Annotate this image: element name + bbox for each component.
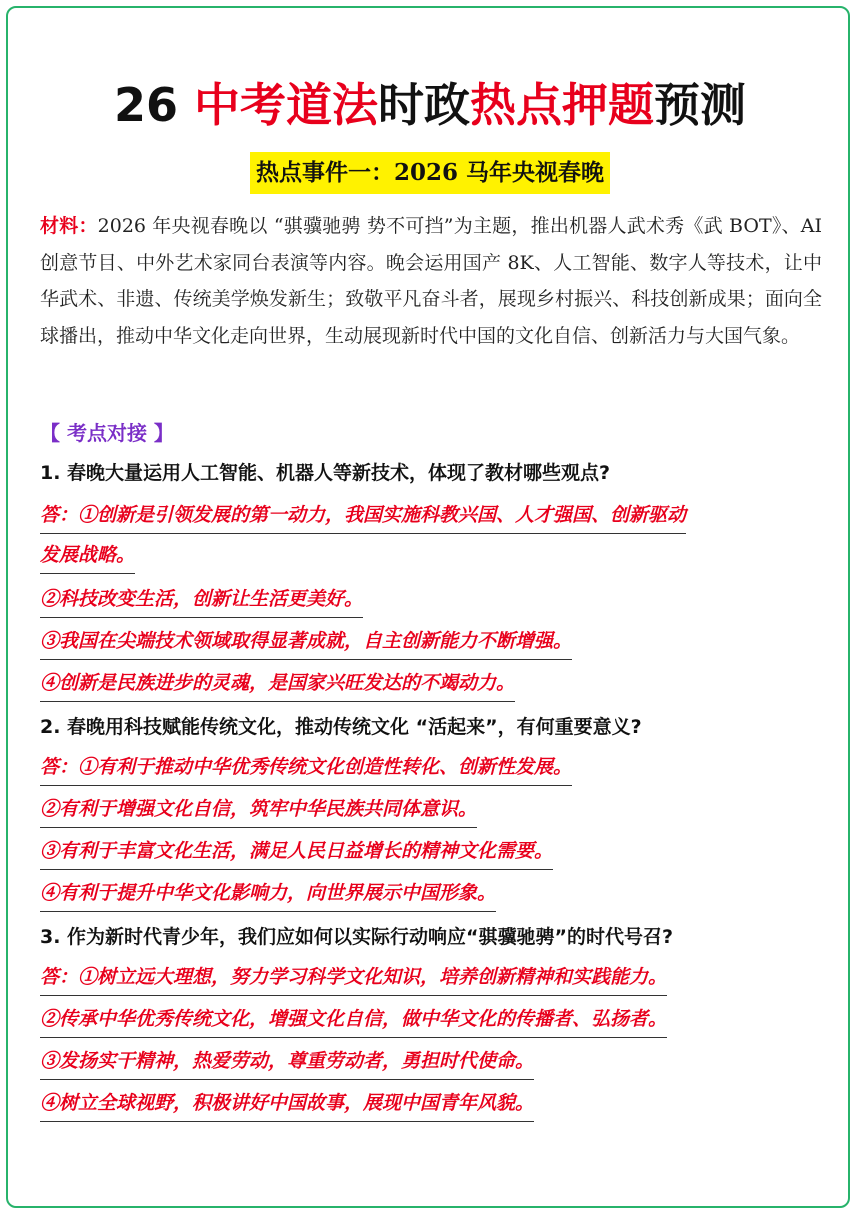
title-hot: 热点押题 (470, 78, 655, 132)
title-topic: 时政 (378, 78, 471, 132)
answer-3-1: 答：①树立远大理想，努力学习科学文化知识，培养创新精神和实践能力。 (40, 962, 667, 996)
answer-3-3: ③发扬实干精神，热爱劳动，尊重劳动者，勇担时代使命。 (40, 1046, 534, 1080)
answer-2-4: ④有利于提升中华文化影响力，向世界展示中国形象。 (40, 878, 496, 912)
answer-3-4: ④树立全球视野，积极讲好中国故事，展现中国青年风貌。 (40, 1088, 534, 1122)
answer-2-2: ②有利于增强文化自信，筑牢中华民族共同体意识。 (40, 794, 477, 828)
answer-1-4: ④创新是民族进步的灵魂，是国家兴旺发达的不竭动力。 (40, 668, 515, 702)
event-heading: 热点事件一：2026 马年央视春晚 (250, 152, 610, 194)
title-subject: 中考道法 (194, 78, 379, 132)
answer-1-2: ②科技改变生活，创新让生活更美好。 (40, 584, 363, 618)
question-2: 2. 春晚用科技赋能传统文化，推动传统文化 “活起来”，有何重要意义? (40, 716, 642, 738)
answer-3-2: ②传承中华优秀传统文化，增强文化自信，做中华文化的传播者、弘扬者。 (40, 1004, 667, 1038)
answer-1-1-cont: 发展战略。 (40, 540, 135, 574)
material-paragraph (40, 208, 822, 354)
event-heading-wrap (0, 152, 860, 194)
material-text: 2026 年央视春晚以 “骐骥驰骋 势不可挡”为主题，推出机器人武术秀《武 BOT》、AI 创意节目、中外艺术家同台表演等内容。晚会运用国产 8K、人工智能、数字人等技术，让中华武术、非遗、传统美学焕发新生；致敬平凡奋斗者，展现乡村振兴、科技创新成果；面向全球播出，推动中华文化走向世界，生动展现新时代中国的文化自信、创新活力与大国气象。 (40, 215, 822, 347)
answer-2-1: 答：①有利于推动中华优秀传统文化创造性转化、创新性发展。 (40, 752, 572, 786)
section-title: 【 考点对接 】 (40, 421, 174, 445)
answer-1-3: ③我国在尖端技术领域取得显著成就，自主创新能力不断增强。 (40, 626, 572, 660)
question-3: 3. 作为新时代青少年，我们应如何以实际行动响应“骐骥驰骋”的时代号召? (40, 926, 674, 948)
title-year: 26 (113, 78, 195, 132)
title-predict: 预测 (654, 78, 747, 132)
answer-1-1: 答：①创新是引领发展的第一动力，我国实施科教兴国、人才强国、创新驱动 (40, 500, 686, 534)
question-1: 1. 春晚大量运用人工智能、机器人等新技术，体现了教材哪些观点? (40, 462, 611, 484)
material-label: 材料： (40, 215, 98, 237)
page-title (0, 74, 860, 136)
answer-2-3: ③有利于丰富文化生活，满足人民日益增长的精神文化需要。 (40, 836, 553, 870)
